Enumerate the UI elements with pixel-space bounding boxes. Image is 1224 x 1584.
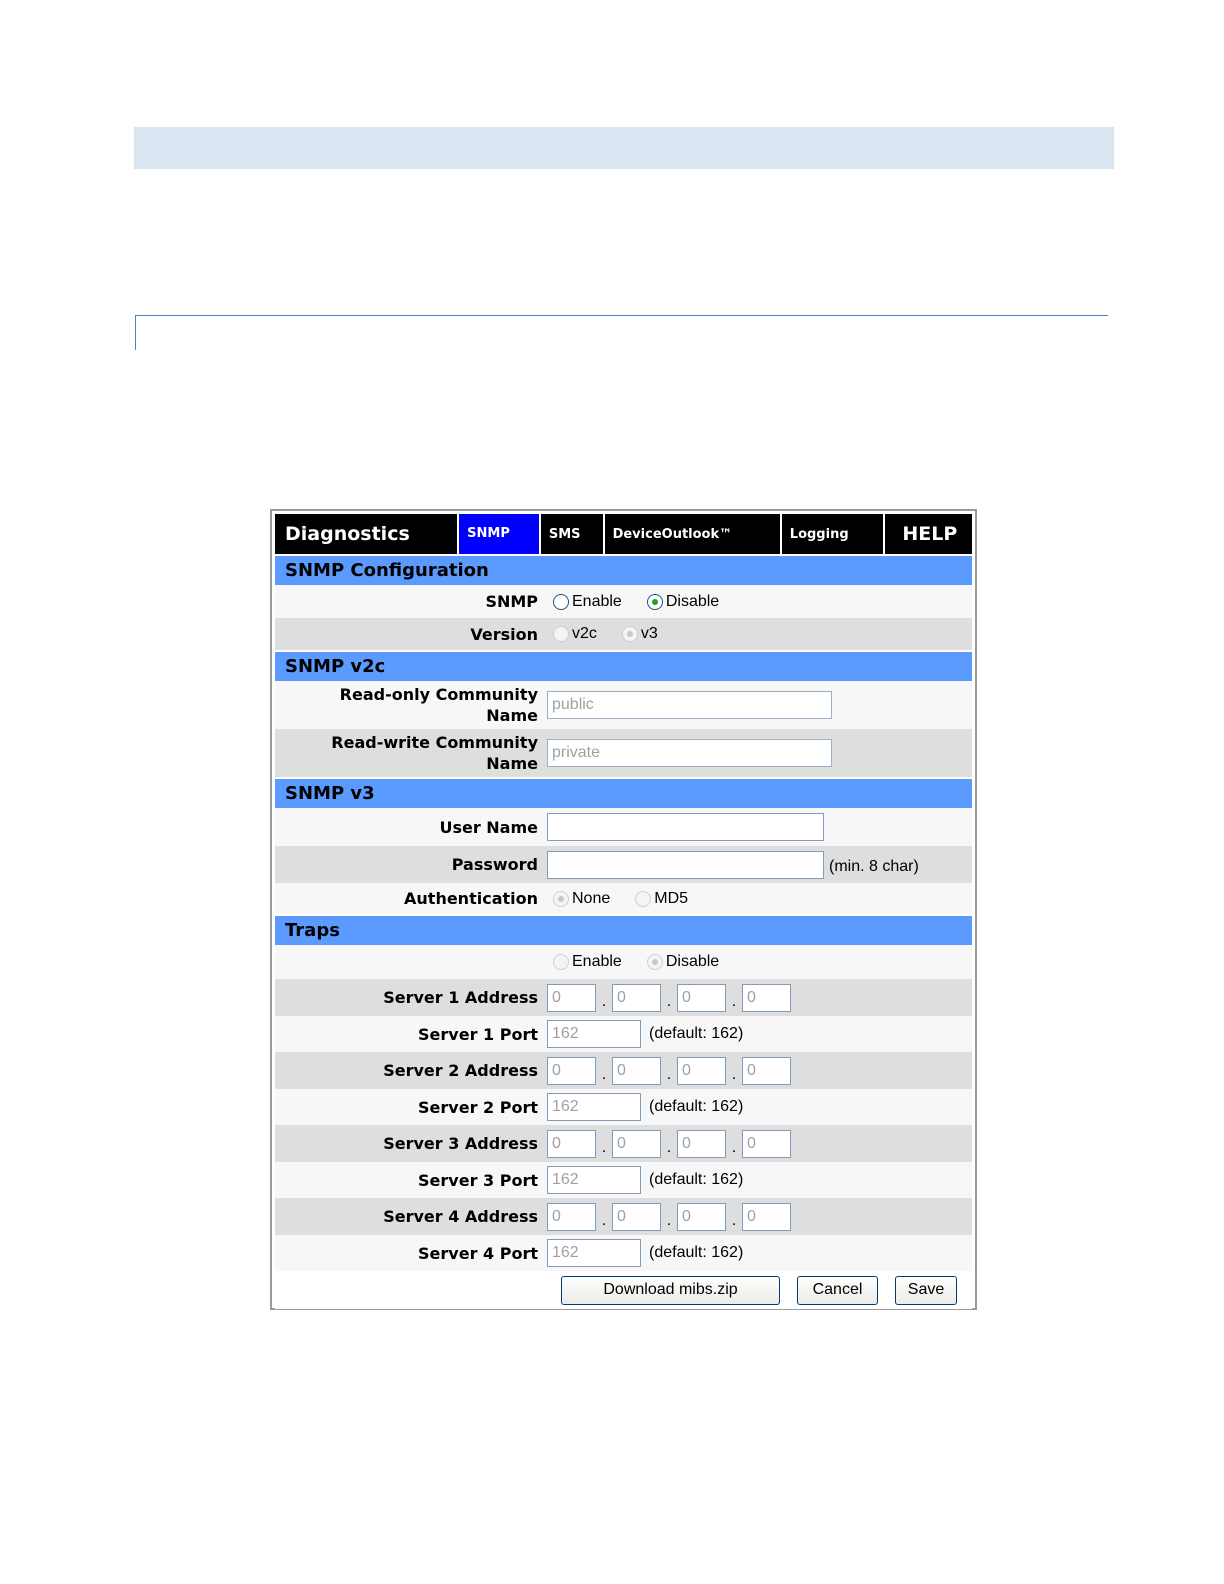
server-2-address-label: Server 2 Address (383, 1061, 538, 1080)
snmp-settings-panel (270, 509, 977, 1310)
user-name-row (275, 808, 972, 846)
server-3-octet-4[interactable]: 0 (742, 1130, 791, 1158)
octet-separator: . (601, 1138, 607, 1156)
server-4-octet-3[interactable]: 0 (677, 1203, 726, 1231)
octet-separator: . (601, 1211, 607, 1229)
tab-diagnostics[interactable]: Diagnostics (275, 514, 459, 554)
server-3-port-hint: (default: 162) (649, 1171, 744, 1188)
server-4-port-row (275, 1235, 972, 1271)
traps-disable-label: Disable (665, 953, 720, 970)
read-write-community-label-line1: Read-write Community (331, 733, 538, 752)
server-4-port-hint: (default: 162) (649, 1244, 744, 1261)
octet-separator: . (731, 1211, 737, 1229)
octet-separator: . (731, 1065, 737, 1083)
octet-separator: . (666, 1138, 672, 1156)
tab-sms[interactable]: SMS (541, 514, 605, 554)
octet-separator: . (601, 992, 607, 1010)
server-2-address-row (275, 1052, 972, 1089)
octet-separator: . (731, 1138, 737, 1156)
server-3-octet-1[interactable]: 0 (547, 1130, 596, 1158)
server-3-port-label: Server 3 Port (418, 1170, 538, 1190)
auth-none-radio[interactable] (553, 891, 569, 907)
read-only-community-label-line2: Name (486, 706, 538, 725)
section-header-traps: Traps (275, 916, 972, 945)
version-v3-label: v3 (640, 625, 658, 642)
section-header-snmp-v2c: SNMP v2c (275, 652, 972, 681)
save-button[interactable]: Save (895, 1276, 957, 1305)
server-1-octet-2[interactable]: 0 (612, 984, 661, 1012)
tab-help[interactable]: HELP (885, 514, 972, 554)
server-1-octet-1[interactable]: 0 (547, 984, 596, 1012)
server-2-port-label: Server 2 Port (418, 1097, 538, 1117)
password-input[interactable] (547, 851, 824, 879)
snmp-enable-row (275, 585, 972, 618)
read-only-community-input[interactable]: public (547, 691, 832, 719)
snmp-disable-label: Disable (665, 592, 720, 610)
read-only-community-row (275, 681, 972, 729)
octet-separator: . (666, 1065, 672, 1083)
server-3-octet-2[interactable]: 0 (612, 1130, 661, 1158)
octet-separator: . (601, 1065, 607, 1083)
section-divider-corner (135, 315, 136, 350)
server-2-port-input[interactable]: 162 (547, 1093, 641, 1121)
server-3-address-row (275, 1125, 972, 1162)
server-1-octet-3[interactable]: 0 (677, 984, 726, 1012)
version-v2c-label: v2c (572, 625, 597, 642)
octet-separator: . (666, 1211, 672, 1229)
octet-separator: . (731, 992, 737, 1010)
user-name-label: User Name (439, 817, 538, 837)
section-divider (135, 315, 1108, 316)
server-2-octet-1[interactable]: 0 (547, 1057, 596, 1085)
version-v3-radio[interactable] (622, 626, 638, 642)
snmp-disable-radio[interactable] (647, 594, 663, 610)
server-1-port-hint: (default: 162) (649, 1025, 744, 1042)
server-4-port-input[interactable]: 162 (547, 1239, 641, 1267)
read-only-community-label-line1: Read-only Community (339, 685, 538, 704)
traps-enable-label: Enable (572, 953, 622, 970)
server-3-port-input[interactable]: 162 (547, 1166, 641, 1194)
octet-separator: . (666, 992, 672, 1010)
server-2-octet-3[interactable]: 0 (677, 1057, 726, 1085)
read-only-community-label (275, 684, 544, 726)
version-v2c-radio[interactable] (553, 626, 569, 642)
snmp-enable-radio[interactable] (553, 594, 569, 610)
read-write-community-label-line2: Name (486, 754, 538, 773)
snmp-enable-label: Enable (572, 592, 622, 610)
page-header-band (134, 127, 1114, 169)
server-3-octet-3[interactable]: 0 (677, 1130, 726, 1158)
password-hint: (min. 8 char) (829, 858, 919, 875)
server-2-port-row (275, 1089, 972, 1125)
traps-enable-radio[interactable] (553, 954, 569, 970)
server-1-octet-4[interactable]: 0 (742, 984, 791, 1012)
server-1-port-input[interactable]: 162 (547, 1020, 641, 1048)
server-4-octet-2[interactable]: 0 (612, 1203, 661, 1231)
authentication-label: Authentication (404, 889, 538, 908)
server-2-port-hint: (default: 162) (649, 1098, 744, 1115)
server-1-address-label: Server 1 Address (383, 988, 538, 1007)
tab-logging[interactable]: Logging (782, 514, 886, 554)
read-write-community-input[interactable]: private (547, 739, 832, 767)
server-3-port-row (275, 1162, 972, 1198)
snmp-label: SNMP (485, 592, 538, 611)
user-name-input[interactable] (547, 813, 824, 841)
button-row (275, 1271, 972, 1309)
version-label: Version (470, 624, 538, 644)
server-4-octet-4[interactable]: 0 (742, 1203, 791, 1231)
traps-enable-row (275, 945, 972, 979)
read-write-community-row (275, 729, 972, 777)
cancel-button[interactable]: Cancel (797, 1276, 878, 1305)
section-header-snmp-v3: SNMP v3 (275, 779, 972, 808)
server-1-port-label: Server 1 Port (418, 1024, 538, 1044)
auth-none-label: None (572, 889, 611, 907)
server-2-octet-2[interactable]: 0 (612, 1057, 661, 1085)
download-mibs-button[interactable]: Download mibs.zip (561, 1276, 780, 1305)
server-4-address-label: Server 4 Address (383, 1207, 538, 1226)
password-row (275, 846, 972, 883)
auth-md5-radio[interactable] (635, 891, 651, 907)
server-3-address-label: Server 3 Address (383, 1134, 538, 1153)
server-1-port-row (275, 1016, 972, 1052)
server-4-octet-1[interactable]: 0 (547, 1203, 596, 1231)
read-write-community-label (275, 732, 544, 774)
authentication-row (275, 883, 972, 914)
password-label: Password (451, 855, 538, 874)
server-4-port-label: Server 4 Port (418, 1243, 538, 1263)
auth-md5-label: MD5 (654, 889, 689, 907)
tab-deviceoutlook[interactable]: DeviceOutlook™ (605, 514, 782, 554)
server-4-address-row (275, 1198, 972, 1235)
server-2-octet-4[interactable]: 0 (742, 1057, 791, 1085)
version-row (275, 618, 972, 650)
section-header-snmp-configuration: SNMP Configuration (275, 556, 972, 585)
tab-snmp[interactable]: SNMP (459, 514, 541, 554)
server-1-address-row (275, 979, 972, 1016)
tab-bar (275, 514, 972, 554)
traps-disable-radio[interactable] (647, 954, 663, 970)
